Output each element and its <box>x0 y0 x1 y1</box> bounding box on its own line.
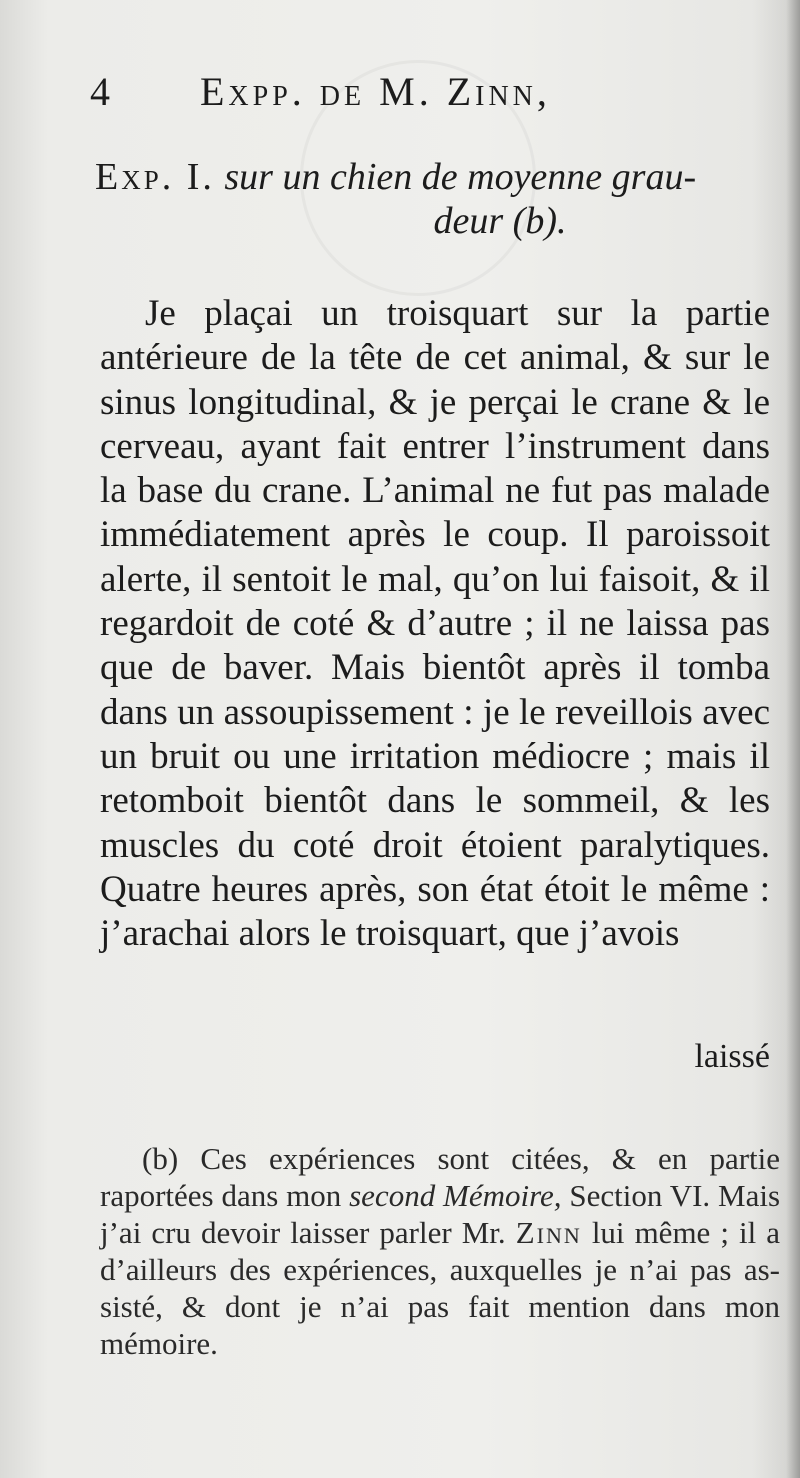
page-number: 4 <box>90 69 114 114</box>
footnote-emphasis: second Mémoire, <box>349 1178 562 1213</box>
catchword: laissé <box>694 1038 770 1075</box>
running-head <box>90 68 690 128</box>
footnote-text-c: lui même ; il a d’ailleurs des expériences, auxquelles je n’ai pas assisté, & dont je n’ai pas fait mention dans mon mémoire. <box>100 1215 781 1361</box>
experiment-subject-continued: deur (b). <box>433 200 567 242</box>
footnote-text-b: Section VI. Mais j’ai cru devoir laisser parler Mr. <box>100 1178 781 1250</box>
running-title: Expp. de M. Zinn, <box>200 69 551 114</box>
footnote-name: Zinn <box>515 1215 582 1250</box>
footnote-marker: (b) <box>142 1141 179 1176</box>
page-edge-shadow <box>786 0 800 1478</box>
experiment-subject: sur un chien de moyenne grau- <box>224 156 697 198</box>
section-title <box>95 155 785 243</box>
footnote-text-a: Ces expériences sont citées, & en partie raportées dans mon <box>100 1141 781 1213</box>
experiment-label: Exp. I. <box>95 156 215 198</box>
body-paragraph: Je plaçai un troisquart sur la partie antérieure de la tête de cet animal, & sur le sinus longitudinal, & je perçai le crane & le cerveau, ayant fait entrer l’instrument dans la base du crane. L’animal ne fut pas malade immédiatement après le coup. Il paroissoit alerte, il sentoit le mal, qu’on lui faisoit, & il regardoit de coté & d’autre ; il ne laissa pas que de baver. Mais bientôt après il tomba dans un assoupissement : je le reveillois avec un bruit ou une irritation médiocre ; mais il retomboit bientôt dans le sommeil, & les muscles du coté droit étoient paralytiques. Quatre heures après, son état étoit le même : j’arachai alors le troisquart, que j’avois <box>100 293 770 955</box>
footnote <box>100 1140 780 1362</box>
